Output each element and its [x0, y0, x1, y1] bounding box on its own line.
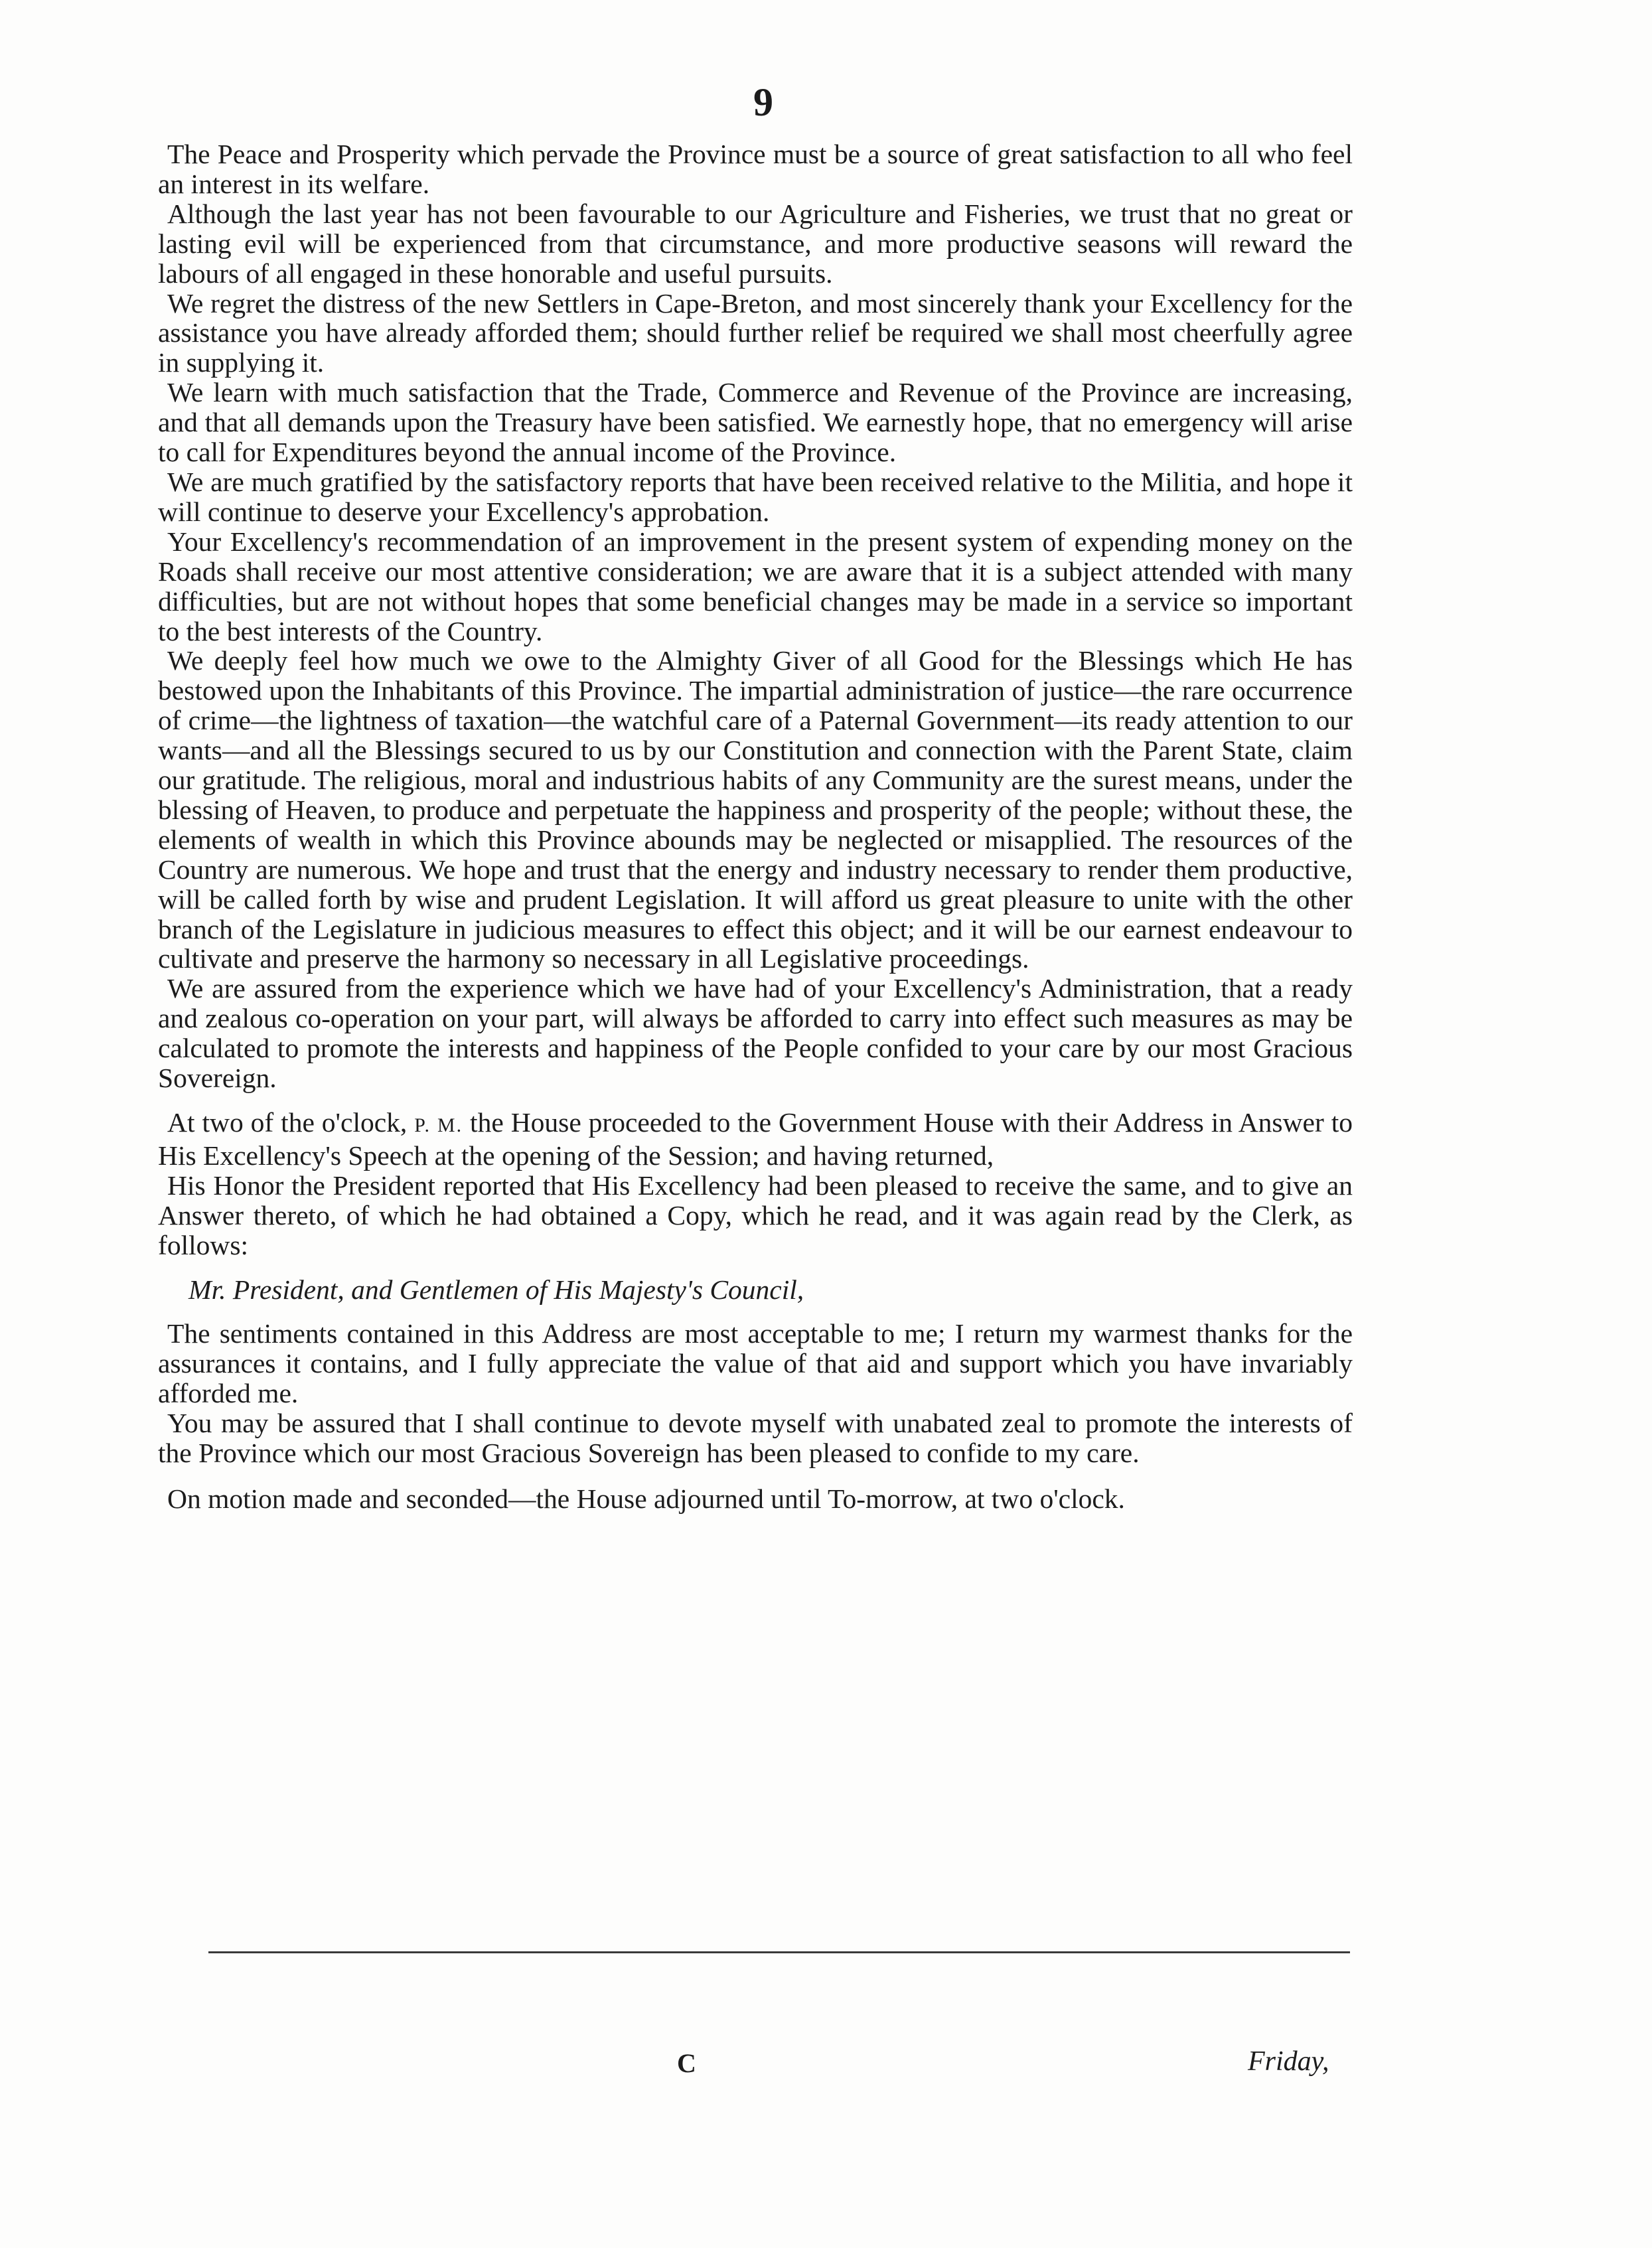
council-address [158, 139, 1353, 1093]
address-paragraph: We are assured from the experience which we have had of your Excellency's Administration, that a ready and zealous co-operation on your part, will always be afforded to carry into effect such measures as may be calculated to promote the interests and happiness of the People confided to your care by our most Gracious Sovereign. [158, 973, 1353, 1094]
body-text [158, 139, 1353, 1514]
answer-paragraph: You may be assured that I shall continue to devote myself with unabated zeal to promote the interests of the Province which our most Gracious Sovereign has been pleased to confide to my care. [158, 1408, 1353, 1469]
catchword: Friday, [1248, 2046, 1329, 2077]
answer-salutation: Mr. President, and Gentlemen of His Majesty's Council, [188, 1274, 804, 1305]
address-paragraph: The Peace and Prosperity which pervade the Province must be a source of great satisfaction to all who feel an interest in its welfare. [158, 139, 1353, 199]
excellency-answer [158, 1275, 1353, 1468]
address-paragraph: Your Excellency's recommendation of an improvement in the present system of expending money on the Roads shall receive our most attentive consideration; we are aware that it is a subject attended with many difficulties, but are not without hopes that some beneficial changes may be made in a service so important to the best interests of the Country. [158, 526, 1353, 646]
signature-mark: C [677, 2048, 696, 2078]
adjournment-motion: On motion made and seconded—the House adjourned until To-morrow, at two o'clock. [167, 1483, 1125, 1514]
address-paragraph: Although the last year has not been favourable to our Agriculture and Fisheries, we trust that no great or lasting evil will be experienced from that circumstance, and more productive seasons will reward the labours of all engaged in these honorable and useful pursuits. [158, 198, 1353, 289]
answer-paragraph: The sentiments contained in this Address are most acceptable to me; I return my warmest thanks for the assurances it contains, and I fully appreciate the value of that aid and support which you have invariably afforded me. [158, 1318, 1353, 1409]
address-paragraph: We learn with much satisfaction that the Trade, Commerce and Revenue of the Province are increasing, and that all demands upon the Treasury have been satisfied. We earnestly hope, that no emergency will arise to call for Expenditures beyond the annual income of the Province. [158, 377, 1353, 468]
pm-abbreviation: P. M. [414, 1114, 463, 1136]
attendance-text-after: the House proceeded to the Government House with their Address in Answer to His Excellency's Speech at the opening of the Session; and having returned, [158, 1107, 1353, 1171]
footer-divider [208, 1951, 1350, 1953]
proceedings [158, 1108, 1353, 1260]
address-paragraph: We deeply feel how much we owe to the Almighty Giver of all Good for the Blessings which He has bestowed upon the Inhabitants of this Province. The impartial administration of justice—the rare occurrence of crime—the lightness of taxation—the watchful care of a Paternal Government—its ready attention to our wants—and all the Blessings secured to us by our Constitution and connection with the Parent State, claim our gratitude. The religious, moral and industrious habits of any Community are the surest means, under the blessing of Heaven, to produce and perpetuate the happiness and prosperity of the people; without these, the elements of wealth in which this Province abounds may be neglected or misapplied. The resources of the Country are numerous. We hope and trust that the energy and industry necessary to render them productive, will be called forth by wise and prudent Legislation. It will afford us great pleasure to unite with the other branch of the Legislature in judicious measures to effect this object; and it will be our earnest endeavour to cultivate and preserve the harmony so necessary in all Legislative proceedings. [158, 645, 1353, 974]
attendance-text-before: At two of the o'clock, [167, 1107, 408, 1138]
address-paragraph: We are much gratified by the satisfactory reports that have been received relative to the Militia, and hope it will continue to deserve your Excellency's approbation. [158, 466, 1353, 527]
attendance-paragraph [158, 1108, 1353, 1171]
page-number: 9 [753, 80, 773, 124]
address-paragraph: We regret the distress of the new Settlers in Cape-Breton, and most sincerely thank your Excellency for the assistance you have already afforded them; should further relief be required we shall most cheerfully agree in supplying it. [158, 287, 1353, 378]
report-paragraph: His Honor the President reported that His Excellency had been pleased to receive the same, and to give an Answer thereto, of which he had obtained a Copy, which he read, and it was again read by the Clerk, as follows: [158, 1169, 1353, 1260]
